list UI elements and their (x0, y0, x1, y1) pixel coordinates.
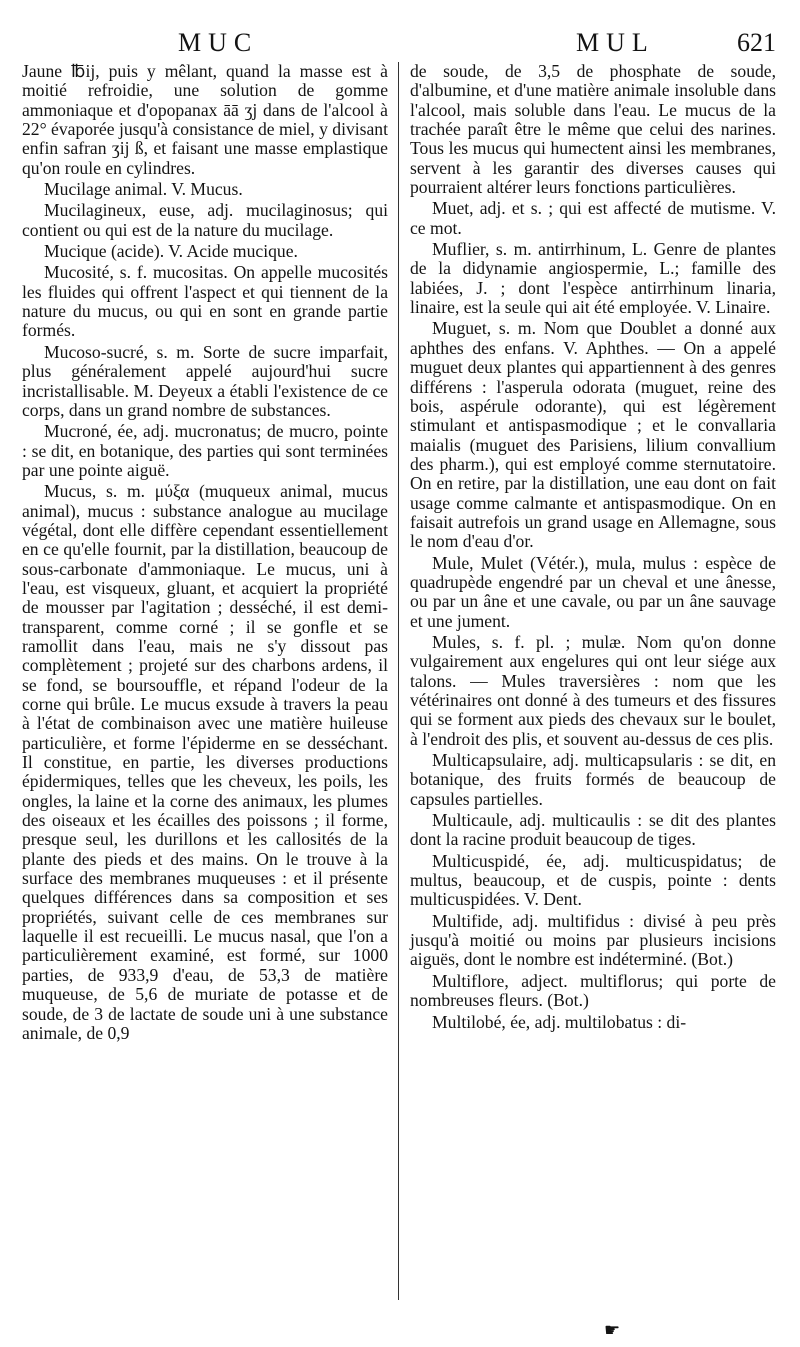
dictionary-entry: Muflier, s. m. antirrhinum, L. Genre de plantes de la didynamie angiospermie, L.; famille des labiées, J. ; dont l'espèce antirrhinum linaria, linaire, est la seule qui ait été employée. V. Linaire. (410, 239, 776, 318)
dictionary-entry: Mucoso-sucré, s. m. Sorte de sucre imparfait, plus généralement appelé aujourd'hui sucre incristallisable. M. Deyeux a établi l'existence de ce corps, dans un grand nombre de substances. (22, 341, 388, 420)
right-column (410, 62, 776, 1034)
dictionary-entry: Multilobé, ée, adj. multilobatus : di- (432, 1011, 687, 1032)
dictionary-entry: Jaune ℔ij, puis y mêlant, quand la masse est à moitié refroidie, une solution de gomme ammoniaque et d'opopanax āā ʒj dans de l'alcool à 22° évaporée jusqu'à consistance de miel, y divisant enfin safran ʒij ß, et faisant une masse emplastique qu'on roule en cylindres. (22, 61, 388, 178)
dictionary-entry: Mule, Mulet (Vétér.), mula, mulus : espèce de quadrupède engendré par un cheval et une ânesse, ou par un âne et une cavale, ou par un âne sauvage et une jument. (410, 552, 776, 631)
dictionary-entry: Mucus, s. m. μύξα (muqueux animal, mucus animal), mucus : substance analogue au mucilage végétal, dont elle diffère cependant essentiellement en ce qu'elle fournit, par la distillation, beaucoup de sous-carbonate d'ammoniaque. Le mucus, uni à l'eau, est visqueux, gluant, et acquiert la propriété de mousser par l'agitation ; desséché, il est demi-transparent, comme corné ; il se gonfle et se ramollit dans l'eau, mais ne s'y dissout pas complètement ; projeté sur des charbons ardens, il se fond, se boursouffle, et répand l'odeur de la corne qui brûle. Le mucus exsude à travers la peau à l'état de combinaison avec une matière huileuse particulière, et forme l'épiderme en se desséchant. Il constitue, en partie, les diverses productions épidermiques, telles que les cheveux, les poils, les ongles, la laine et la corne des animaux, les plumes des oiseaux et les écailles des poissons ; il forme, presque seul, les durillons et les callosités de la plante des pieds et des mains. On le trouve à la surface des membranes muqueuses : et il présente quelques différences dans sa composition et ses propriétés, suivant celle de ces membranes sur laquelle il est recueilli. Le mucus nasal, que l'on a particulièrement examiné, est formé, sur 1000 parties, de 933,9 d'eau, de 53,3 de matière muqueuse, de 5,6 de muriate de potasse et de soude, de 3 de lactate de soude uni à une substance animale, de 0,9 (22, 481, 388, 1043)
dictionary-entry: Multicuspidé, ée, adj. multicuspidatus; de multus, beaucoup, et de cuspis, pointe : dents multicuspidées. V. Dent. (410, 850, 776, 910)
dictionary-entry: Mucilagineux, euse, adj. mucilaginosus; qui contient ou qui est de la nature du mucilage. (22, 200, 388, 240)
dictionary-entry: Mules, s. f. pl. ; mulæ. Nom qu'on donne vulgairement aux engelures qui ont leur siége aux talons. — Mules traversières : nom que les vétérinaires ont donné à des tumeurs et des fissures qui se forment aux pieds des chevaux sur le boulet, à l'endroit des plis, et souvent au-dessus de ces plis. (410, 631, 776, 749)
dictionary-entry: Muet, adj. et s. ; qui est affecté de mutisme. V. ce mot. (410, 198, 776, 238)
dictionary-entry: Muguet, s. m. Nom que Doublet a donné aux aphthes des enfans. V. Aphthes. — On a appelé muguet deux plantes qui appartiennent à des genres différens : l'asperula odorata (muguet, reine des bois, aspérule odorante), qui est légèrement stimulant et antispasmodique ; et le convallaria maialis (muguet des Parisiens, lilium convallium des pharm.), qui est employé comme sternutatoire. On en retire, par la distillation, une eau dont on fait usage comme calmante et antispasmodique. On en faisait autrefois un grand usage en Allemagne, sous le nom d'eau d'or. (410, 318, 776, 552)
dictionary-entry: Mucilage animal. V. Mucus. (44, 179, 243, 200)
dictionary-entry: Mucique (acide). V. Acide mucique. (44, 241, 298, 262)
left-column (22, 62, 388, 1045)
dictionary-entry: Multicapsulaire, adj. multicapsularis : se dit, en botanique, des fruits formés de beaucoup de capsules partielles. (410, 750, 776, 809)
footer-mark: ☛ (604, 1320, 621, 1340)
dictionary-entry: Multiflore, adject. multiflorus; qui porte de nombreuses fleurs. (Bot.) (410, 970, 776, 1011)
dictionary-entry: Mucroné, ée, adj. mucronatus; de mucro, pointe : se dit, en botanique, des parties qui sont terminées par une pointe aiguë. (22, 421, 388, 480)
dictionary-entry: de soude, de 3,5 de phosphate de soude, d'albumine, et d'une matière animale insoluble dans l'alcool, mais soluble dans l'eau. Le mucus de la trachée paraît être le même que celui des narines. Tous les mucus qui humectent ainsi les membranes, servent à les garantir des diverses causes qui pourraient altérer leurs fonctions particulières. (410, 61, 776, 198)
dictionary-entry: Mucosité, s. f. mucositas. On appelle mucosités les fluides qui offrent l'aspect et qui tiennent de la nature du mucus, ou qui en sont en grande partie formés. (22, 262, 388, 341)
dictionary-entry: Multicaule, adj. multicaulis : se dit des plantes dont la racine produit beaucoup de tiges. (410, 810, 776, 850)
header-right-word: MUL (576, 28, 655, 57)
dictionary-entry: Multifide, adj. multifidus : divisé à peu près jusqu'à moitié ou moins par plusieurs incisions aiguës, dont le nombre est indéterminé. (Bot.) (410, 910, 776, 970)
page-number: 621 (737, 28, 776, 57)
column-divider (398, 62, 399, 1300)
header-left-word: MUC (178, 28, 259, 57)
running-header (28, 22, 776, 62)
